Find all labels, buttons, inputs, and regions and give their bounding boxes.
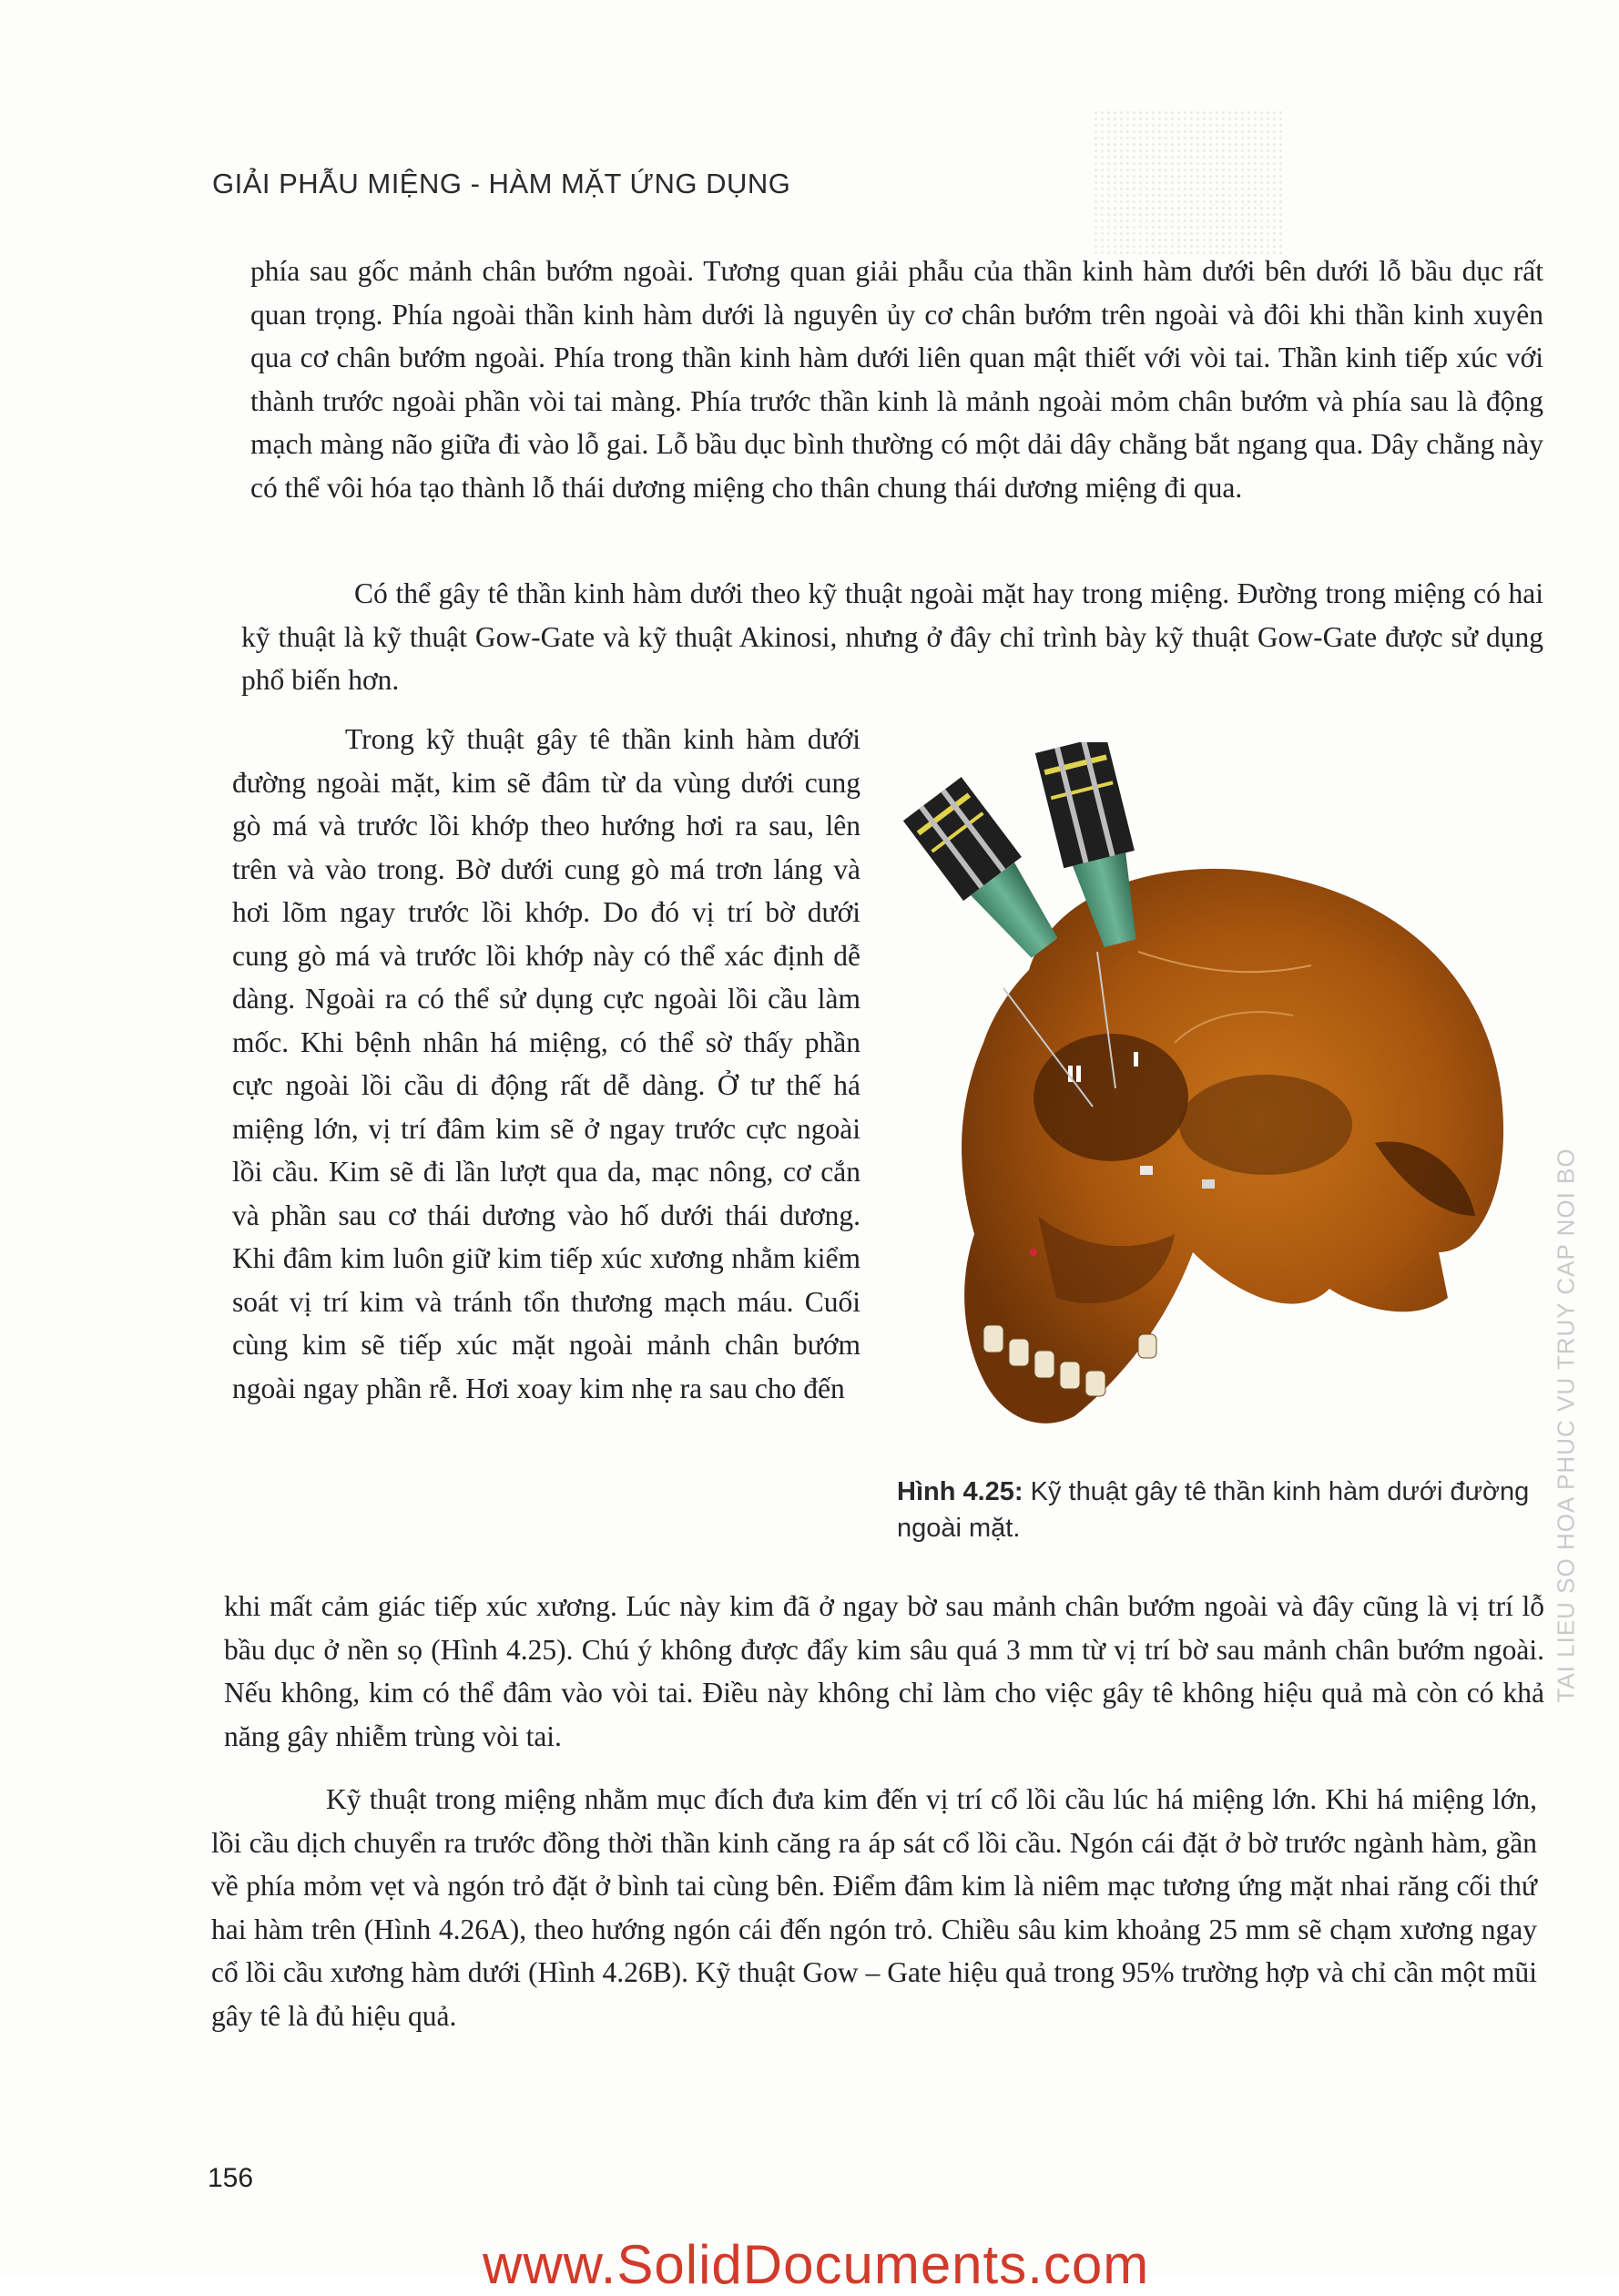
paragraph-1: phía sau gốc mảnh chân bướm ngoài. Tương quan giải phẫu của thần kinh hàm dưới bên dưới lỗ bầu dục rất quan trọng. Phía ngoài thần kinh hàm dưới là nguyên ủy cơ chân bướm trên ngoài và đôi khi thần kinh xuyên qua cơ chân bướm ngoài. Phía trong thần kinh hàm dưới liên quan mật thiết với vòi tai. Thần kinh tiếp xúc với thành trước ngoài phần vòi tai màng. Phía trước thần kinh là mảnh ngoài mỏm chân bướm và phía sau là động mạch màng não giữa đi vào lỗ gai. Lỗ bầu dục bình thường có một dải dây chằng bắt ngang qua. Dây chằng này có thể vôi hóa tạo thành lỗ thái dương miệng cho thân chung thái dương miệng đi qua. <box>250 255 1543 504</box>
scan-speckle <box>1093 109 1284 255</box>
paragraph-4: Kỹ thuật trong miệng nhằm mục đích đưa kim đến vị trí cổ lồi cầu lúc há miệng lớn. Khi há miệng lớn, lồi cầu dịch chuyển ra trước đồng thời thần kinh căng ra áp sát cổ lồi cầu. Ngón cái đặt ở bờ trước ngành hàm, gần về phía mỏm vẹt và ngón trỏ đặt ở bình tai cùng bên. Điểm đâm kim là niêm mạc tương ứng mặt nhai răng cối thứ hai hàm trên (Hình 4.26A), theo hướng ngón cái đến ngón trỏ. Chiều sâu kim khoảng 25 mm sẽ chạm xương ngay cổ lồi cầu xương hàm dưới (Hình 4.26B). Kỹ thuật Gow – Gate hiệu quả trong 95% trường hợp và chỉ cần một mũi gây tê là đủ hiệu quả. <box>211 1783 1537 2032</box>
paragraph-3-left-column: Trong kỹ thuật gây tê thần kinh hàm dưới đường ngoài mặt, kim sẽ đâm từ da vùng dưới cung gò má và trước lồi khớp theo hướng hơi ra sau, lên trên và vào trong. Bờ dưới cung gò má trơn láng và hơi lõm ngay trước lồi khớp. Do đó vị trí bờ dưới cung gò má và trước lồi khớp này có thể xác định dễ dàng. Ngoài ra có thể sử dụng cực ngoài lồi cầu làm mốc. Khi bệnh nhân há miệng, có thể sờ thấy phần cực ngoài lồi cầu di động rất dễ dàng. Ở tư thế há miệng lớn, vị trí đâm kim sẽ ở ngay trước cực ngoài lồi cầu. Kim sẽ đi lần lượt qua da, mạc nông, cơ cắn và phần sau cơ thái dương vào hố dưới thái dương. Khi đâm kim luôn giữ kim tiếp xúc xương nhằm kiểm soát vị trí kim và tránh tổn thương mạch máu. Cuối cùng kim sẽ tiếp xúc mặt ngoài mảnh chân bướm ngoài ngay phần rễ. Hơi xoay kim nhẹ ra sau cho đến <box>232 723 860 1404</box>
figure-skull-injection <box>901 742 1539 1453</box>
paragraph-3-continuation: khi mất cảm giác tiếp xúc xương. Lúc này kim đã ở ngay bờ sau mảnh chân bướm ngoài và đây cũng là vị trí lỗ bầu dục ở nền sọ (Hình 4.25). Chú ý không được đẩy kim sâu quá 3 mm từ vị trí bờ sau mảnh chân bướm ngoài. Nếu không, kim có thể đâm vào vòi tai. Điều này không chỉ làm cho việc gây tê không hiệu quả mà còn có khả năng gây nhiễm trùng vòi tai. <box>224 1590 1544 1752</box>
paragraph-2: Có thể gây tê thần kinh hàm dưới theo kỹ thuật ngoài mặt hay trong miệng. Đường trong miệng có hai kỹ thuật là kỹ thuật Gow-Gate và kỹ thuật Akinosi, nhưng ở đây chỉ trình bày kỹ thuật Gow-Gate được sử dụng phổ biến hơn. <box>241 577 1543 696</box>
page-number: 156 <box>208 2163 254 2193</box>
footer-watermark: www.SolidDocuments.com <box>483 2234 1150 2295</box>
side-watermark: TAI LIEU SO HOA PHUC VU TRUY CAP NOI BO <box>1552 1148 1580 1703</box>
skull-photo <box>901 742 1539 1453</box>
figure-caption-text: Kỹ thuật gây tê thần kinh hàm dưới đường ngoài mặt. <box>897 1477 1530 1543</box>
figure-caption <box>897 1474 1553 1546</box>
needle-left <box>903 777 1074 970</box>
figure-caption-label: Hình 4.25: <box>897 1477 1023 1506</box>
running-header: GIẢI PHẪU MIỆNG - HÀM MẶT ỨNG DỤNG <box>212 168 791 199</box>
